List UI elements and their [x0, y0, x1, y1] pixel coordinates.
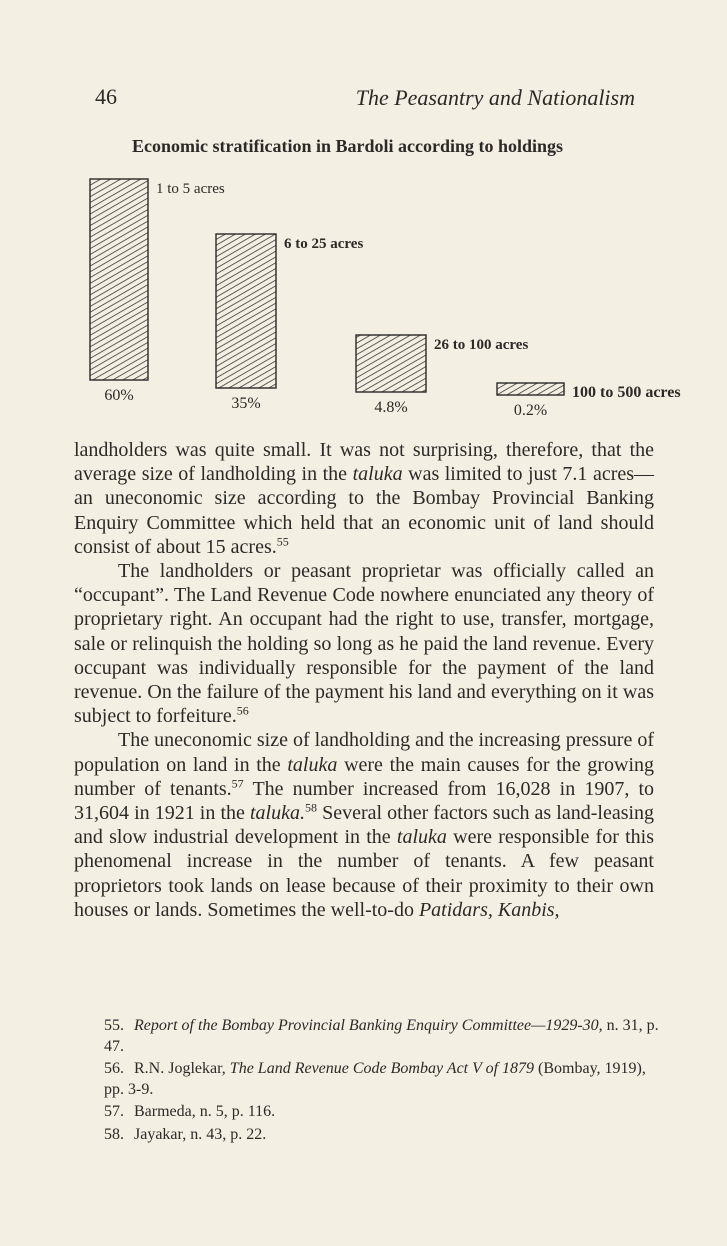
- chart-bar: [216, 234, 276, 388]
- text-span: The uneconomic size of landholding and the increasing pressure of population on land in the: [74, 729, 654, 776]
- value-label: 0.2%: [513, 402, 548, 419]
- footnote-57: [104, 1102, 664, 1123]
- body-text: [74, 438, 654, 922]
- footnote-number: 55.: [104, 1017, 124, 1034]
- footnote-author: R.N. Joglekar,: [134, 1060, 226, 1077]
- footnote-number: 56.: [104, 1060, 124, 1077]
- footnote-text: (Bombay, 1919), pp. 3-9.: [104, 1060, 646, 1098]
- text-span: The number increased from 16,028 in 1907, to 31,604 in 1921 in the: [74, 777, 655, 825]
- value-label: 60%: [104, 387, 134, 404]
- footnote-text: n. 31, p. 47.: [104, 1017, 659, 1055]
- chart-bar: [497, 383, 564, 395]
- footnote-ref: 55: [276, 534, 289, 549]
- chart-bar: [356, 335, 426, 392]
- footnote-number: 57.: [104, 1103, 124, 1120]
- text-span: The landholders or peasant proprietar was officially called an “occupant”. The Land Revenue Code nowhere enunciated any theory of proprietary right. An occupant had the right to use, transfer, mortgage, sale or relinquish the holding so long as he paid the land revenue. Every occupant was individually responsible for the payment of the land revenue. On the failure of the payment his land and everything on it was subject to forfeiture.: [74, 560, 654, 728]
- category-label: 100 to 500 acres: [572, 384, 681, 401]
- italic-term: taluka: [352, 463, 403, 486]
- italic-term: taluka: [396, 826, 447, 849]
- category-label: 26 to 100 acres: [434, 337, 529, 353]
- text-span: landholders was quite small. It was not surprising, therefore, that the average size of landholding in the: [74, 439, 654, 486]
- footnote-55: [104, 1016, 664, 1057]
- footnote-title: Report of the Bombay Provincial Banking Enquiry Committee—1929-30,: [134, 1017, 603, 1034]
- text-span: were responsible for this phenomenal increase in the number of tenants. A few peasant proprietors took lands on lease because of their proximity to their own houses or lands. Sometimes the well-to-do: [74, 826, 655, 921]
- running-head: The Peasantry and Nationalism: [355, 85, 635, 110]
- category-label: 1 to 5 acres: [156, 181, 225, 197]
- italic-term: taluka.: [249, 802, 305, 825]
- paragraph-3: [74, 728, 654, 922]
- italic-term: taluka: [287, 753, 338, 776]
- text-span: was limited to just 7.1 acres—an uneconomic size according to the Bombay Provincial Banking Enquiry Committee which held that an economic unit of land should consist of about 15 acres.: [74, 463, 655, 558]
- page-number: 46: [95, 84, 117, 109]
- text-span: were the main causes for the growing number of tenants.: [74, 753, 655, 800]
- footnote-text: Jayakar, n. 43, p. 22.: [134, 1125, 267, 1143]
- paragraph-2: [74, 559, 654, 728]
- footnote-title: The Land Revenue Code Bombay Act V of 1879: [229, 1060, 535, 1077]
- footnote-ref: 58: [304, 800, 317, 815]
- chart-title: Economic stratification in Bardoli according to holdings: [132, 136, 564, 156]
- italic-term: Patidars, Kanbis,: [418, 898, 560, 921]
- footnote-56: [104, 1059, 664, 1100]
- footnote-text: Barmeda, n. 5, p. 116.: [134, 1103, 276, 1120]
- footnotes: [104, 1016, 664, 1147]
- category-label: 6 to 25 acres: [284, 236, 364, 252]
- bar-chart: [0, 0, 727, 440]
- paragraph-1: [74, 438, 654, 559]
- value-label: 35%: [231, 395, 261, 412]
- footnote-number: 58.: [104, 1125, 124, 1143]
- chart-bar: [90, 179, 148, 380]
- footnote-ref: 56: [236, 703, 249, 718]
- footnote-ref: 57: [231, 776, 244, 791]
- value-label: 4.8%: [374, 399, 408, 416]
- text-span: Several other factors such as land-leasing and slow industrial development in the: [74, 802, 655, 849]
- footnote-58: [104, 1125, 664, 1146]
